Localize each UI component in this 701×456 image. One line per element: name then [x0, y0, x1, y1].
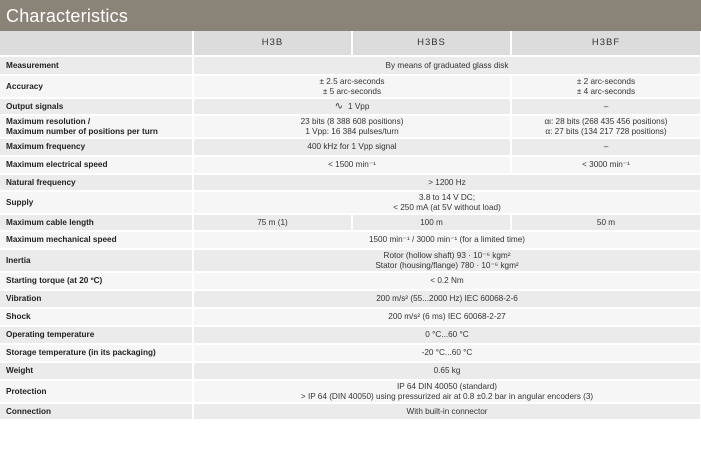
- row-label-line: Starting torque (at 20 ºC): [6, 276, 103, 285]
- value-cell: [193, 191, 701, 214]
- value-cell: [193, 249, 701, 272]
- row-label-line: Connection: [6, 406, 52, 416]
- row-label: [0, 156, 193, 174]
- value-cell: [511, 214, 701, 231]
- value-line: 100 m: [420, 217, 443, 227]
- table-row: [0, 272, 701, 290]
- value-cell: [193, 138, 511, 156]
- value-line: ± 2 arc-seconds: [576, 76, 636, 86]
- table-header-row: [0, 31, 701, 56]
- row-label: [0, 138, 193, 156]
- row-label: [0, 214, 193, 231]
- table-row: [0, 138, 701, 156]
- value-cell: [193, 308, 701, 326]
- value-line: –: [603, 101, 609, 111]
- row-label: [0, 231, 193, 249]
- row-label: [0, 56, 193, 75]
- value-line: > 1200 Hz: [428, 177, 466, 187]
- value-line: -20 °C...60 °C: [421, 348, 473, 357]
- value-cell: [511, 98, 701, 115]
- value-line: ± 5 arc-seconds: [322, 86, 382, 96]
- sine-wave-icon: ∿: [334, 100, 343, 112]
- row-label: [0, 308, 193, 326]
- row-label-line: Measurement: [6, 60, 59, 70]
- value-cell: [193, 115, 511, 138]
- row-label-line: Maximum electrical speed: [6, 160, 108, 169]
- table-row: [0, 214, 701, 231]
- value-line: < 250 mA (at 5V without load): [393, 202, 501, 212]
- section-header: [0, 0, 701, 31]
- table-row: [0, 75, 701, 98]
- value-cell: [193, 272, 701, 290]
- row-label-line: Maximum resolution /: [6, 116, 91, 126]
- header-corner: [0, 31, 193, 56]
- table-row: [0, 191, 701, 214]
- value-line: 0 °C...60 °C: [425, 330, 469, 339]
- value-cell: [193, 56, 701, 75]
- row-label: [0, 75, 193, 98]
- value-line: –: [603, 142, 609, 151]
- value-cell: [193, 290, 701, 308]
- value-line: Stator (housing/flange) 780 · 10⁻⁶ kgm²: [375, 260, 519, 270]
- value-line: 75 m (1): [257, 217, 288, 227]
- value-cell: [193, 231, 701, 249]
- value-line: 400 kHz for 1 Vpp signal: [307, 142, 397, 151]
- value-line: 200 m/s² (6 ms) IEC 60068-2-27: [388, 312, 506, 321]
- value-line: ± 2.5 arc-seconds: [319, 76, 385, 86]
- value-line: 1500 min⁻¹ / 3000 min⁻¹ (for a limited time): [368, 235, 526, 244]
- value-cell: [511, 138, 701, 156]
- table-row: [0, 98, 701, 115]
- row-label-line: Inertia: [6, 255, 31, 265]
- row-label: [0, 191, 193, 214]
- table-row: [0, 403, 701, 420]
- value-cell: [511, 156, 701, 174]
- value-line: 1 Vpp: 16 384 pulses/turn: [305, 126, 399, 136]
- row-label-line: Storage temperature (in its packaging): [6, 348, 156, 357]
- row-label: [0, 115, 193, 138]
- table-row: [0, 326, 701, 344]
- row-label-line: Natural frequency: [6, 177, 76, 187]
- row-label-line: Weight: [6, 366, 34, 375]
- row-label: [0, 98, 193, 115]
- value-line: By means of graduated glass disk: [385, 60, 509, 70]
- value-cell: [511, 75, 701, 98]
- row-label-line: Maximum frequency: [6, 142, 86, 151]
- column-header-h3bf: H3BF: [511, 31, 701, 56]
- row-label-line: Maximum number of positions per turn: [6, 126, 158, 136]
- value-cell: [511, 115, 701, 138]
- row-label-line: Maximum cable length: [6, 217, 94, 227]
- row-label-line: Operating temperature: [6, 330, 95, 339]
- table-row: [0, 174, 701, 191]
- value-line: α: 27 bits (134 217 728 positions): [545, 126, 667, 136]
- table-row: [0, 362, 701, 380]
- value-line: 23 bits (8 388 608 positions): [300, 116, 404, 126]
- value-line: 200 m/s² (55...2000 Hz) IEC 60068-2-6: [376, 294, 518, 303]
- table-row: [0, 380, 701, 403]
- value-line: [198, 102, 506, 112]
- value-line: > IP 64 (DIN 40050) using pressurized air at 0.8 ±0.2 bar in angular encoders (3): [300, 391, 594, 401]
- value-cell: [193, 174, 701, 191]
- value-line: αι: 28 bits (268 435 456 positions): [544, 116, 668, 126]
- row-label-line: Protection: [6, 386, 47, 396]
- characteristics-table: [0, 31, 701, 421]
- row-label: [0, 326, 193, 344]
- table-row: [0, 115, 701, 138]
- column-header-h3bs: H3BS: [352, 31, 511, 56]
- value-cell: [193, 214, 352, 231]
- table-row: [0, 290, 701, 308]
- value-cell: [193, 98, 511, 115]
- table-row: [0, 156, 701, 174]
- value-cell: [193, 362, 701, 380]
- value-line: < 1500 min⁻¹: [328, 160, 376, 169]
- row-label: [0, 272, 193, 290]
- row-label-line: Output signals: [6, 101, 64, 111]
- row-label: [0, 344, 193, 362]
- value-line: ± 4 arc-seconds: [576, 86, 636, 96]
- value-line: < 0.2 Nm: [430, 276, 464, 285]
- table-row: [0, 56, 701, 75]
- value-line: 0.65 kg: [433, 366, 461, 375]
- value-cell: [193, 326, 701, 344]
- value-text: 1 Vpp: [347, 101, 370, 111]
- row-label-line: Shock: [6, 312, 31, 321]
- table-row: [0, 249, 701, 272]
- table-row: [0, 231, 701, 249]
- row-label-line: Accuracy: [6, 81, 43, 91]
- value-line: With built-in connector: [406, 406, 488, 416]
- value-cell: [193, 75, 511, 98]
- value-line: < 3000 min⁻¹: [582, 160, 630, 169]
- value-line: 3.8 to 14 V DC;: [419, 192, 475, 202]
- row-label: [0, 290, 193, 308]
- row-label-line: Maximum mechanical speed: [6, 235, 117, 244]
- table-row: [0, 344, 701, 362]
- value-line: IP 64 DIN 40050 (standard): [397, 381, 497, 391]
- row-label: [0, 362, 193, 380]
- row-label-line: Vibration: [6, 294, 42, 303]
- value-cell: [352, 214, 511, 231]
- table-row: [0, 308, 701, 326]
- column-header-h3b: H3B: [193, 31, 352, 56]
- value-cell: [193, 380, 701, 403]
- value-line: Rotor (hollow shaft) 93 · 10⁻⁶ kgm²: [383, 250, 511, 260]
- value-cell: [193, 403, 701, 420]
- row-label-line: Supply: [6, 197, 34, 207]
- row-label: [0, 380, 193, 403]
- row-label: [0, 174, 193, 191]
- value-line: 50 m: [596, 217, 616, 227]
- section-title: Characteristics: [6, 6, 129, 26]
- value-cell: [193, 344, 701, 362]
- value-cell: [193, 156, 511, 174]
- row-label: [0, 249, 193, 272]
- row-label: [0, 403, 193, 420]
